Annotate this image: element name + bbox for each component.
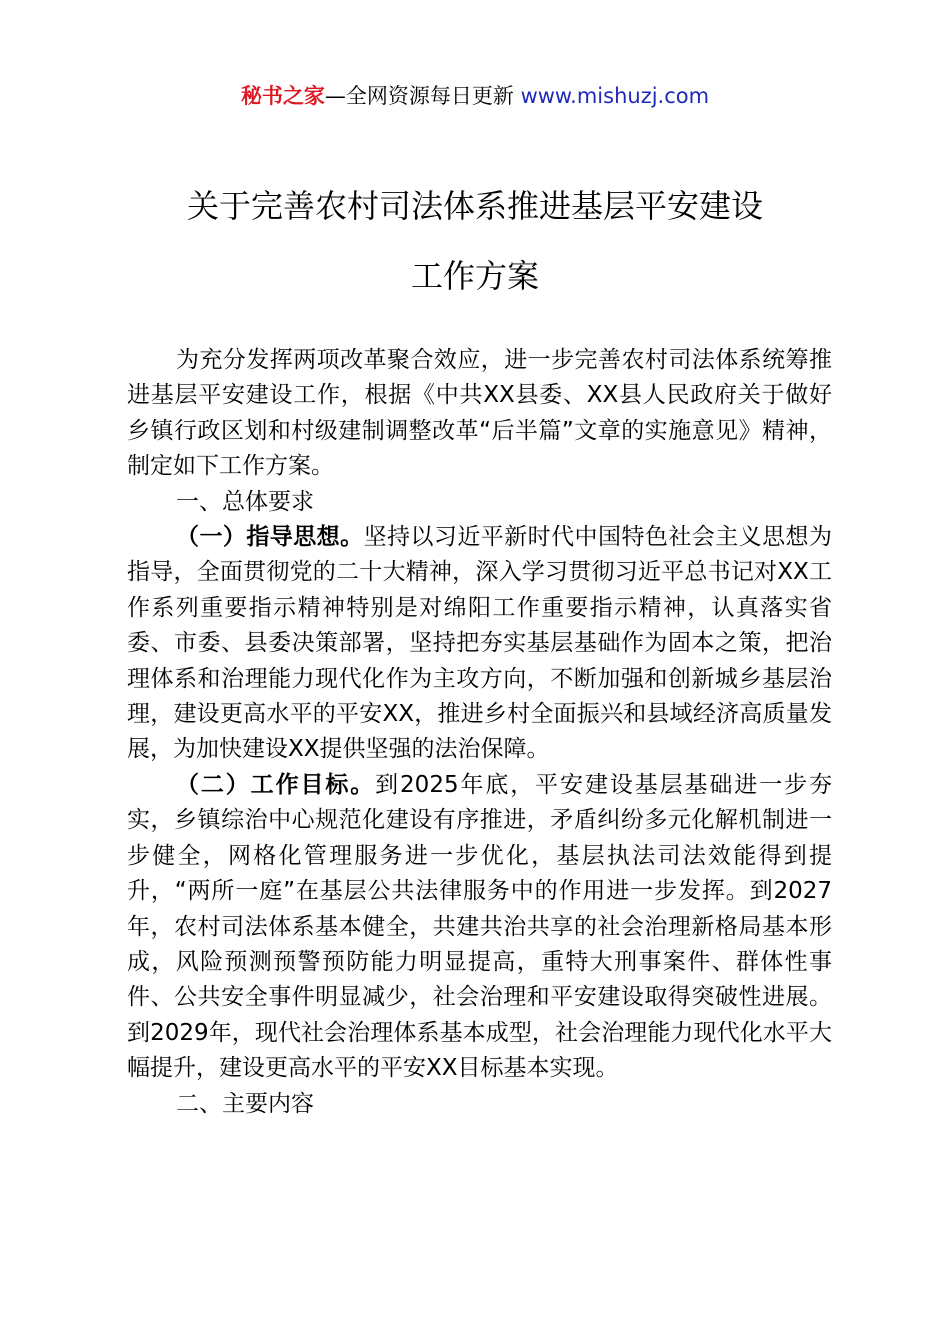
document-title-line1: 关于完善农村司法体系推进基层平安建设 [186,187,763,225]
work-goals-label: （二）工作目标。 [176,771,376,798]
site-url[interactable]: www.mishuzj.com [520,84,710,108]
intro-paragraph: 为充分发挥两项改革聚合效应，进一步完善农村司法体系统筹推进基层平安建设工作，根据《中共XX县委、XX县人民政府关于做好乡镇行政区划和村级建制调整改革“后半篇”文章的实施意见》精神，制定如下工作方案。 [127,347,832,480]
site-brand: 秘书之家 [240,84,325,108]
work-goals-text: 到2025年底，平安建设基层基础进一步夯实，乡镇综治中心规范化建设有序推进，矛盾纠纷多元化解机制进一步健全，网格化管理服务进一步优化，基层执法司法效能得到提升，“两所一庭”在基层公共法律服务中的作用进一步发挥。到2027年，农村司法体系基本健全，共建共治共享的社会治理新格局基本形成，风险预测预警预防能力明显提高，重特大刑事案件、群体性事件、公共安全事件明显减少，社会治理和平安建设取得突破性进展。到2029年，现代社会治理体系基本成型，社会治理能力现代化水平大幅提升，建设更高水平的平安XX目标基本实现。 [127,771,832,1082]
site-header [0,80,950,112]
guiding-ideology-paragraph [127,520,832,768]
section-heading-main-content: 二、主要内容 [176,1090,314,1117]
guiding-ideology-label: （一）指导思想。 [176,524,364,551]
site-tagline: —全网资源每日更新 [324,84,521,108]
document-body [127,343,832,1122]
guiding-ideology-text: 坚持以习近平新时代中国特色社会主义思想为指导，全面贯彻党的二十大精神，深入学习贯彻习近平总书记对XX工作系列重要指示精神特别是对绵阳工作重要指示精神，认真落实省委、市委、县委决策部署，坚持把夯实基层基础作为固本之策，把治理体系和治理能力现代化作为主攻方向，不断加强和创新城乡基层治理，建设更高水平的平安XX，推进乡村全面振兴和县域经济高质量发展，为加快建设XX提供坚强的法治保障。 [127,524,833,763]
section-heading-general-requirements: 一、总体要求 [176,488,314,515]
work-goals-paragraph [127,768,832,1087]
document-title-line2: 工作方案 [410,257,539,295]
